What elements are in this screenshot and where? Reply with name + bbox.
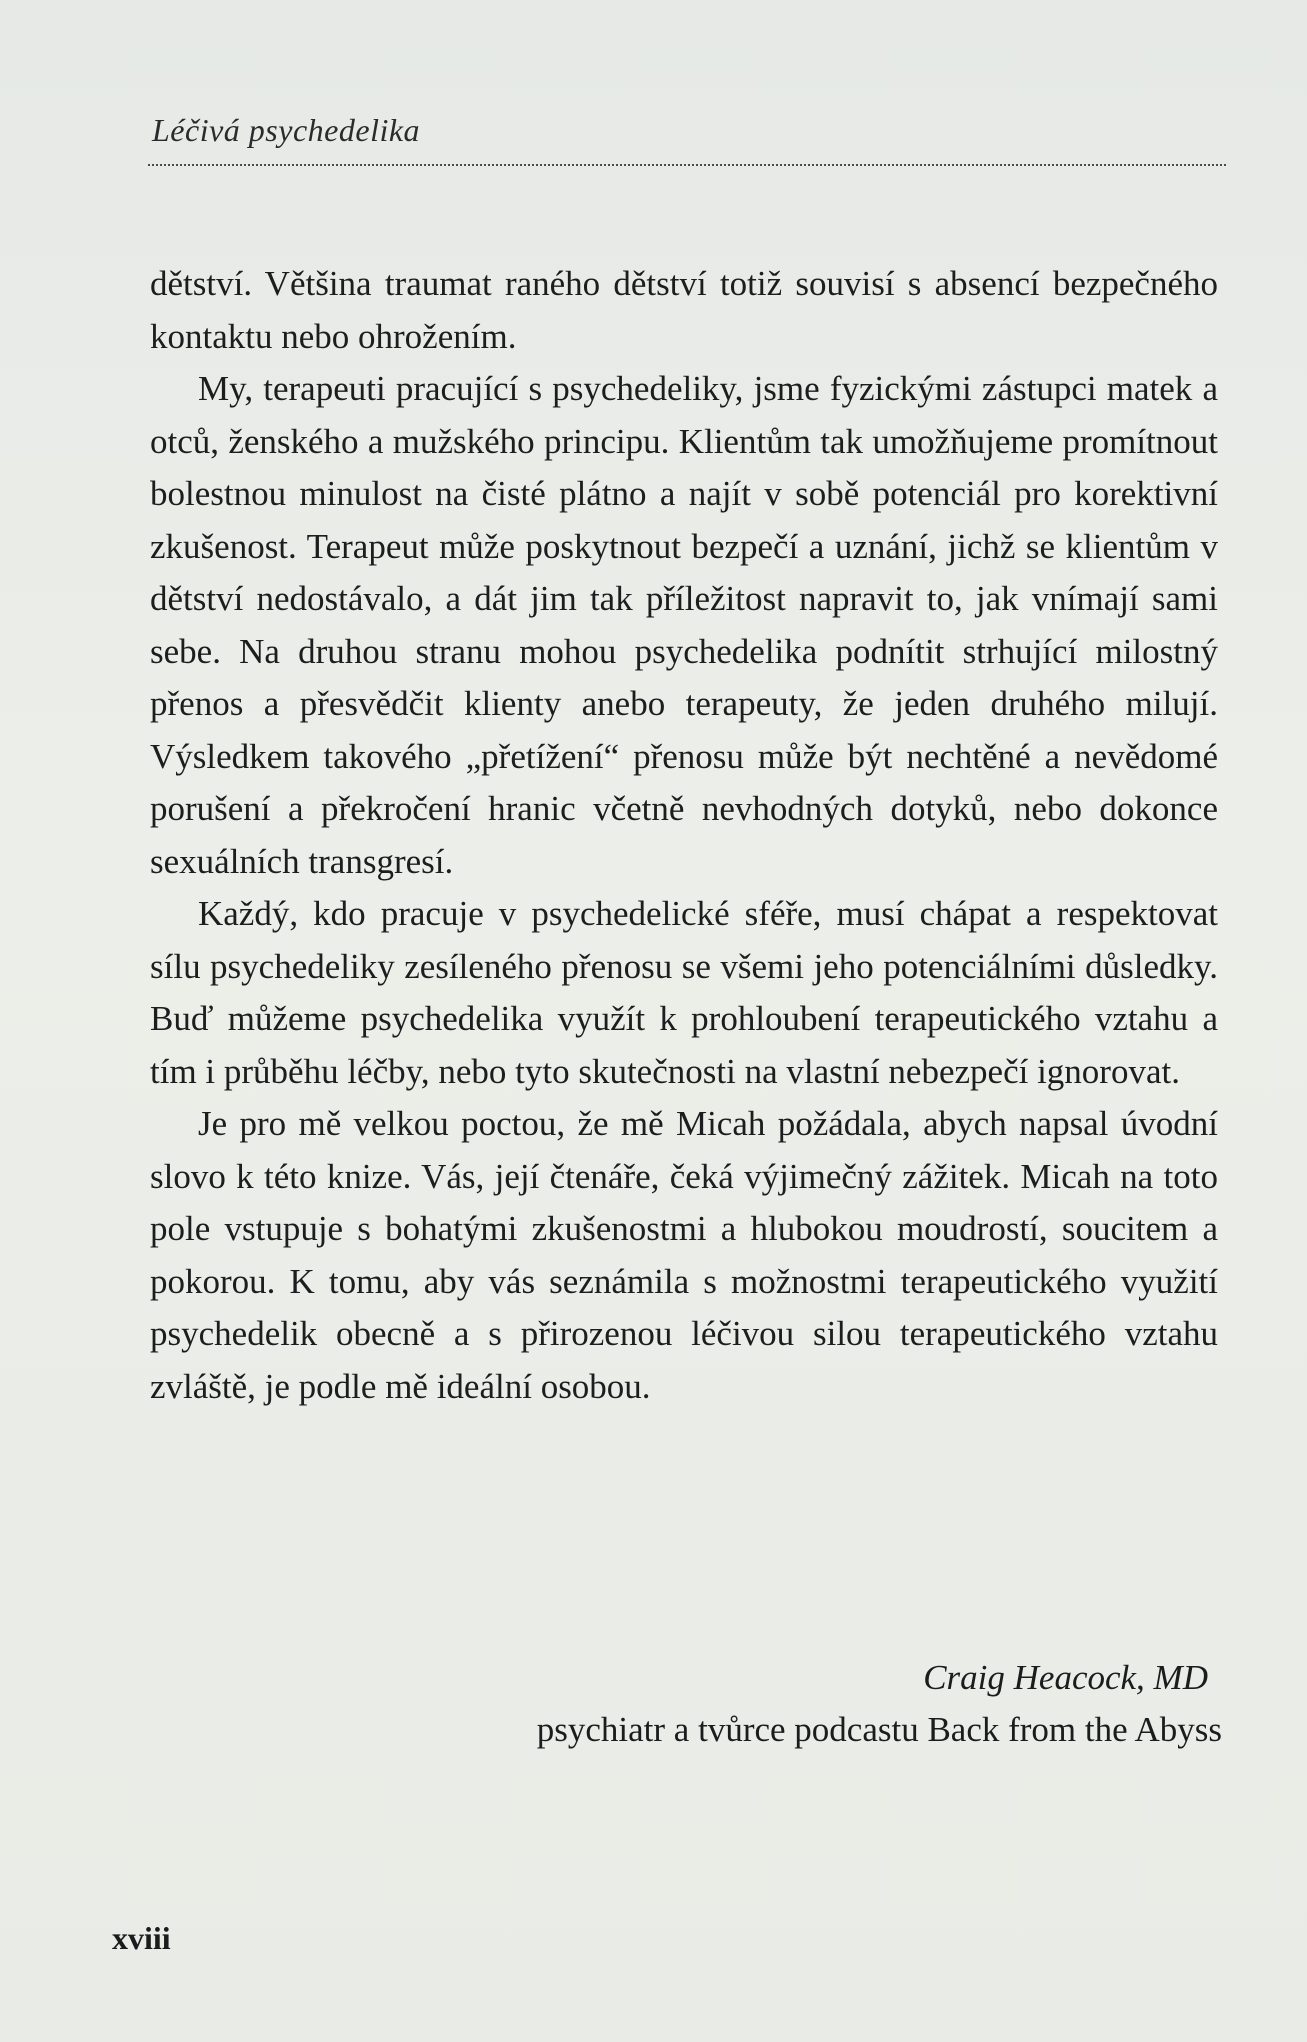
author-name: Craig Heacock, MD: [923, 1658, 1208, 1697]
paragraph-4: Je pro mě velkou poctou, že mě Micah požádala, abych napsal úvodní slovo k této knize. Vás, její čtenáře, čeká výjimečný zážitek. Micah na toto pole vstupuje s bohatými zkušenostmi a hlubokou moudrostí, soucitem a pokorou. K tomu, aby vás seznámila s možnostmi terapeutického využití psychedelik obecně a s přirozenou léčivou silou terapeutického vztahu zvláště, je podle mě ideální osobou.: [150, 1104, 1218, 1406]
author-role: psychiatr a tvůrce podcastu Back from the Abyss: [536, 1710, 1222, 1749]
running-title: Léčivá psychedelika: [152, 112, 421, 148]
body-text: [150, 258, 1218, 1413]
paragraph-1: dětství. Většina traumat raného dětství totiž souvisí s absencí bezpečného kontaktu nebo ohrožením.: [150, 264, 1218, 356]
page-number: xviii: [112, 1920, 171, 1956]
header-dotted-rule: [148, 164, 1226, 166]
paragraph-3: Každý, kdo pracuje v psychedelické sféře, musí chápat a respektovat sílu psychedeliky zesíleného přenosu se všemi jeho potenciálními důsledky. Buď můžeme psychedelika využít k prohloubení terapeutického vztahu a tím i průběhu léčby, nebo tyto skutečnosti na vlastní nebezpečí ignorovat.: [150, 894, 1218, 1091]
paragraph-2: My, terapeuti pracující s psychedeliky, jsme fyzickými zástupci matek a otců, ženského a mužského principu. Klientům tak umožňujeme promítnout bolestnou minulost na čisté plátno a najít v sobě potenciál pro korektivní zkušenost. Terapeut může poskytnout bezpečí a uznání, jichž se klientům v dětství nedostávalo, a dát jim tak příležitost napravit to, jak vnímají sami sebe. Na druhou stranu mohou psychedelika podnítit strhující milostný přenos a přesvědčit klienty anebo terapeuty, že jeden druhého milují. Výsledkem takového „přetížení“ přenosu může být nechtěné a nevědomé porušení a překročení hranic včetně nevhodných dotyků, nebo dokonce sexuálních transgresí.: [150, 369, 1218, 881]
signature-block: [150, 1652, 1222, 1756]
